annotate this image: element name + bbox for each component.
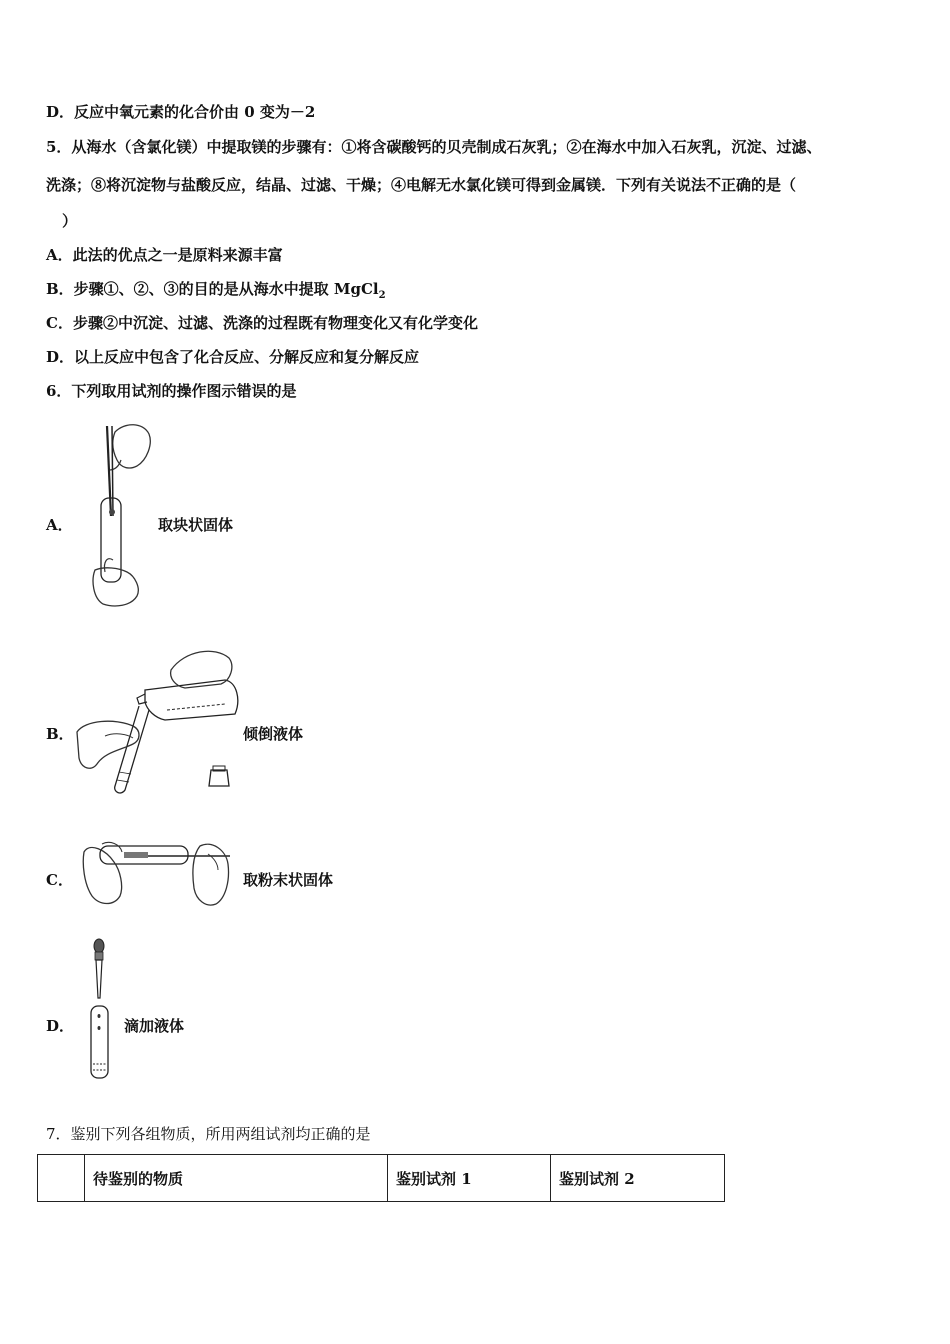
q4-option-d: D．反应中氧元素的化合价由 0 变为－2 — [46, 103, 316, 121]
q5-stem-line3: ） — [62, 212, 78, 230]
q5-option-b-text: B．步骤①、②、③的目的是从海水中提取 MgCl — [46, 280, 379, 298]
q5-stem-line1: 5．从海水（含氯化镁）中提取镁的步骤有：①将含碳酸钙的贝壳制成石灰乳；②在海水中加入石灰乳，沉淀、过滤、 — [46, 138, 822, 156]
q6-option-a-label: 取块状固体 — [158, 516, 234, 534]
q6-option-a-letter: A． — [46, 516, 73, 534]
q7-stem: 7．鉴别下列各组物质，所用两组试剂均正确的是 — [46, 1125, 371, 1143]
table-row — [38, 1155, 725, 1202]
table-header-cell: 待鉴别的物质 — [85, 1155, 388, 1202]
q6-option-b-label: 倾倒液体 — [243, 725, 304, 743]
q6-option-c-label: 取粉末状固体 — [243, 871, 334, 889]
q5-stem-line2: 洗涤；⑧将沉淀物与盐酸反应，结晶、过滤、干燥；④电解无水氯化镁可得到金属镁．下列有关说法不正确的是（ — [46, 176, 797, 194]
q5-option-a: A．此法的优点之一是原料来源丰富 — [46, 246, 283, 264]
q6-figure-c-powder-spatula — [80, 834, 242, 910]
q6-option-b-letter: B． — [46, 725, 74, 743]
q6-option-d-label: 滴加液体 — [124, 1017, 185, 1035]
table-header-cell: 鉴别试剂 1 — [388, 1155, 551, 1202]
q5-option-b-subscript: 2 — [378, 290, 386, 301]
q5-option-c: C．步骤②中沉淀、过滤、洗涤的过程既有物理变化又有化学变化 — [46, 314, 478, 332]
q6-option-d-letter: D． — [46, 1017, 75, 1035]
q5-option-b — [46, 279, 386, 306]
table-header-cell — [38, 1155, 85, 1202]
q6-figure-b-pouring-liquid — [75, 640, 240, 795]
table-header-cell: 鉴别试剂 2 — [551, 1155, 725, 1202]
q6-stem: 6．下列取用试剂的操作图示错误的是 — [46, 382, 297, 400]
q6-figure-d-dropper-test-tube — [86, 936, 116, 1084]
q5-option-d: D．以上反应中包含了化合反应、分解反应和复分解反应 — [46, 348, 420, 366]
q6-figure-a-tweezers-test-tube — [85, 420, 155, 610]
q6-option-c-letter: C． — [46, 871, 73, 889]
q7-table — [37, 1154, 725, 1202]
